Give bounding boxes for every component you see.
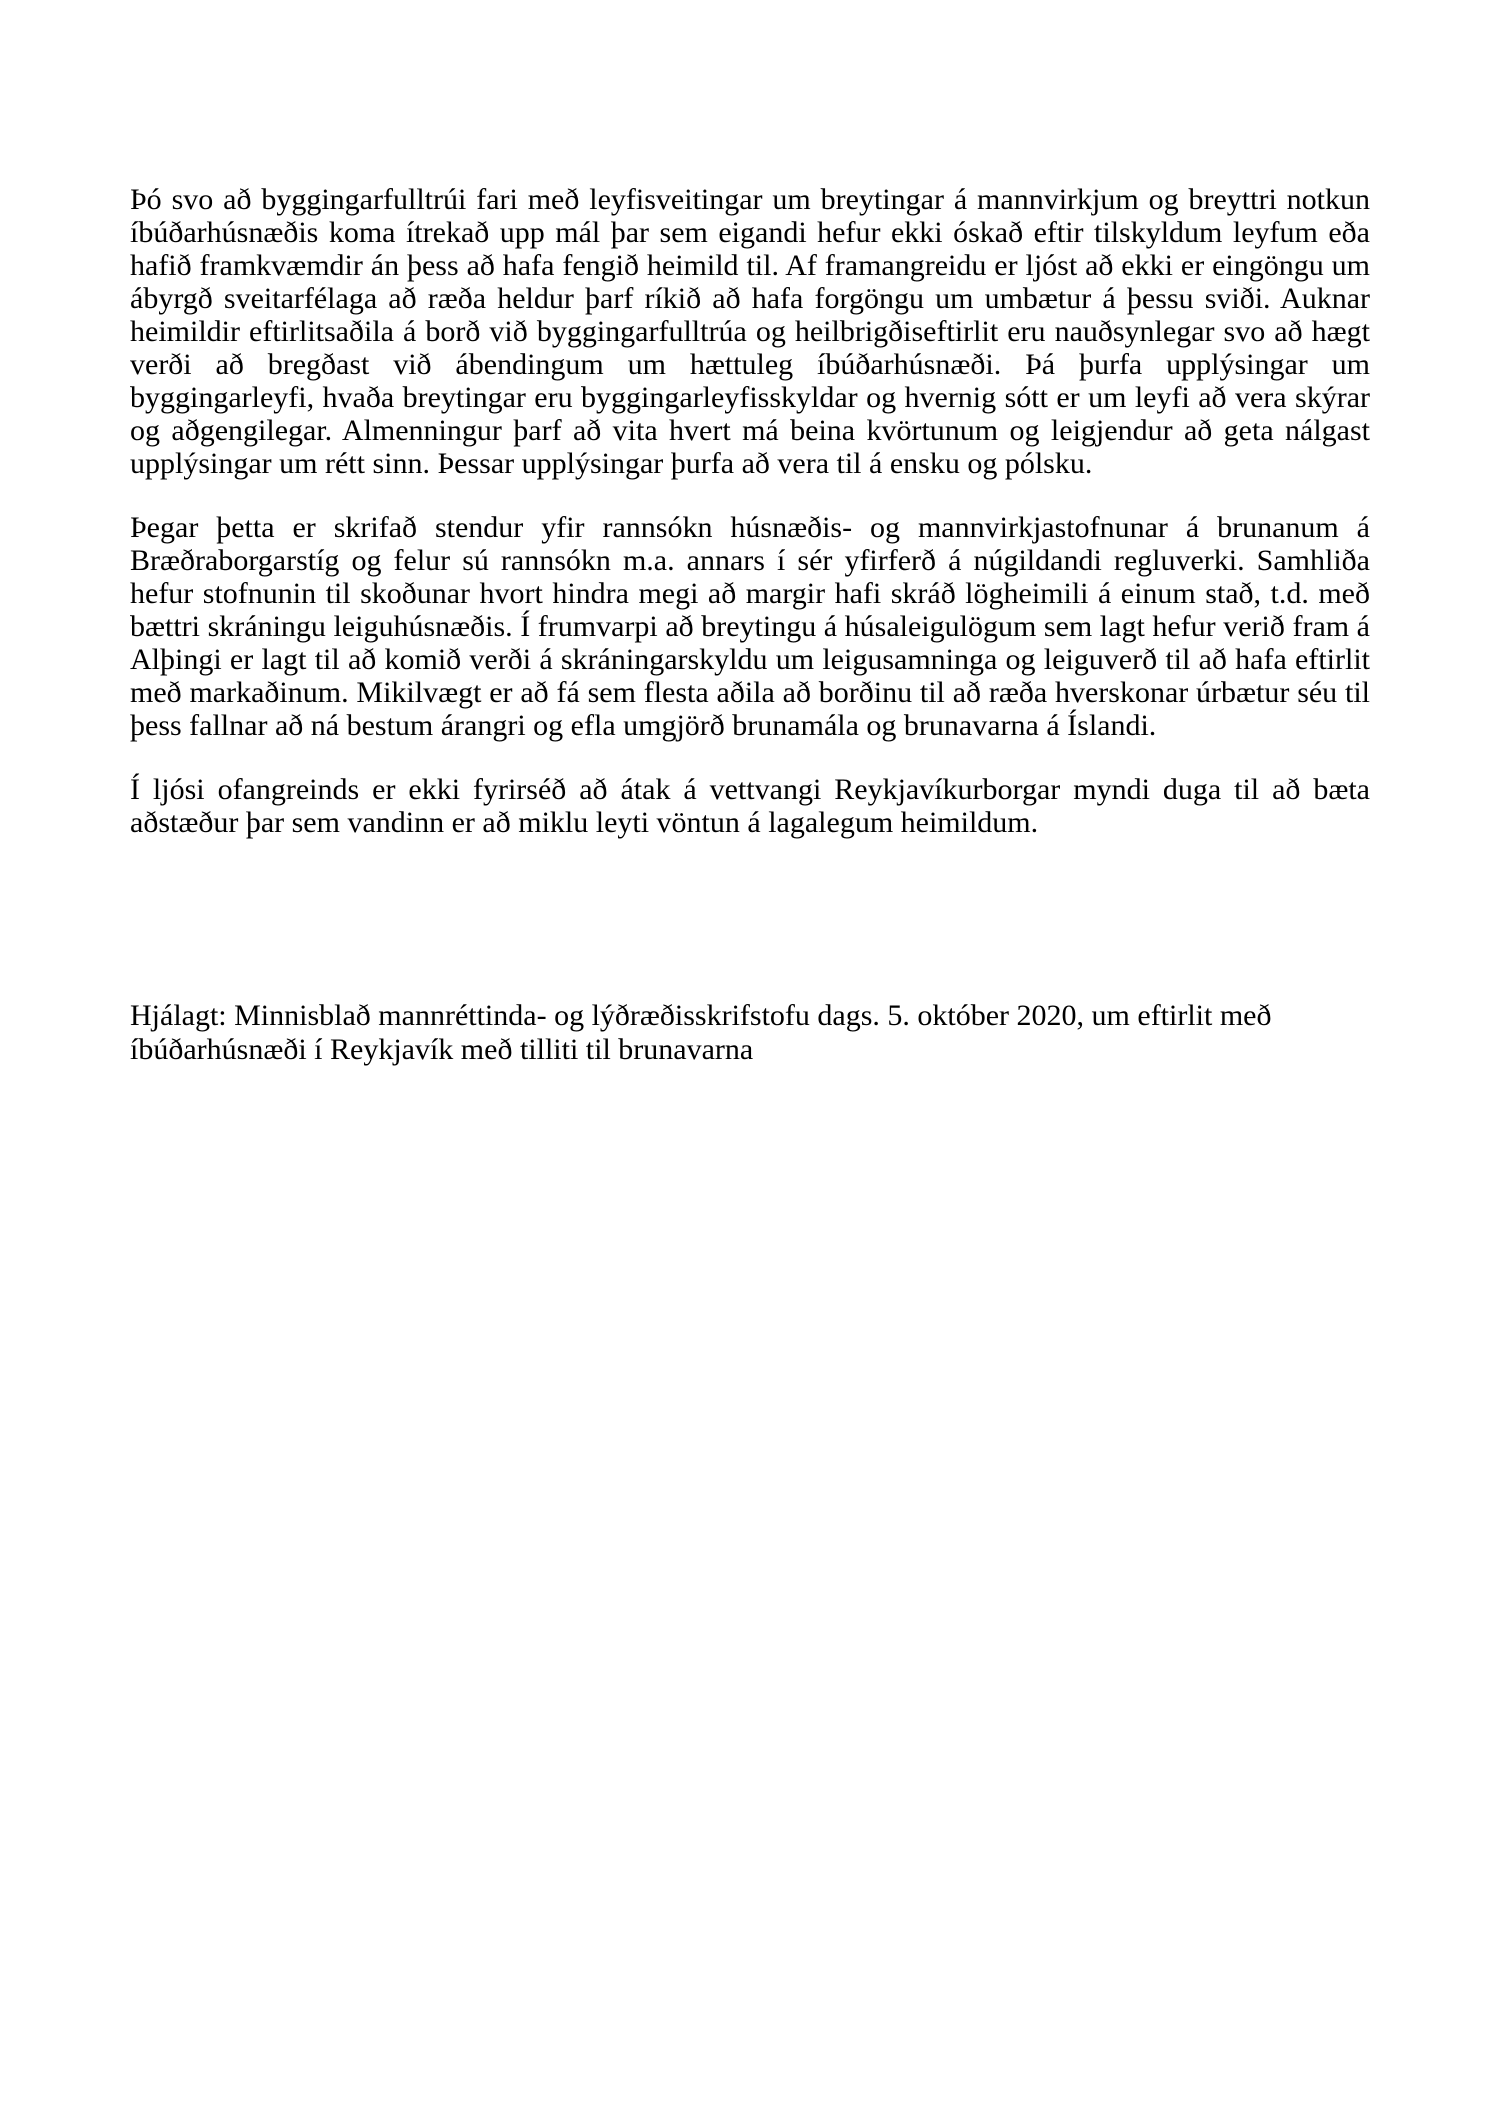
paragraph-building-permits: Þó svo að byggingarfulltrúi fari með leyfisveitingar um breytingar á mannvirkjum og breyttri notkun íbúðarhúsnæðis koma ítrekað upp mál þar sem eigandi hefur ekki óskað eftir tilskyldum leyfum eða hafið framkvæmdir án þess að hafa fengið heimild til. Af framangreidu er ljóst að ekki er eingöngu um ábyrgð sveitarfélaga að ræða heldur þarf ríkið að hafa forgöngu um umbætur á þessu sviði. Auknar heimildir eftirlitsaðila á borð við byggingarfulltrúa og heilbrigðiseftirlit eru nauðsynlegar svo að hægt verði að bregðast við ábendingum um hættuleg íbúðarhúsnæði. Þá þurfa upplýsingar um byggingarleyfi, hvaða breytingar eru byggingarleyfisskyldar og hvernig sótt er um leyfi að vera skýrar og aðgengilegar. Almenningur þarf að vita hvert má beina kvörtunum og leigjendur að geta nálgast upplýsingar um rétt sinn. Þessar upplýsingar þurfa að vera til á ensku og pólsku. bbox=[130, 183, 1370, 480]
paragraph-conclusion: Í ljósi ofangreinds er ekki fyrirséð að átak á vettvangi Reykjavíkurborgar myndi duga til að bæta aðstæður þar sem vandinn er að miklu leyti vöntun á lagalegum heimildum. bbox=[130, 773, 1370, 839]
attachment-note: Hjálagt: Minnisblað mannréttinda- og lýðræðisskrifstofu dags. 5. október 2020, um eftirlit með íbúðarhúsnæði í Reykjavík með tilliti til brunavarna bbox=[130, 999, 1272, 1066]
paragraph-fire-investigation: Þegar þetta er skrifað stendur yfir rannsókn húsnæðis- og mannvirkjastofnunar á brunanum á Bræðraborgarstíg og felur sú rannsókn m.a. annars í sér yfirferð á núgildandi regluverki. Samhliða hefur stofnunin til skoðunar hvort hindra megi að margir hafi skráð lögheimili á einum stað, t.d. með bættri skráningu leiguhúsnæðis. Í frumvarpi að breytingu á húsaleigulögum sem lagt hefur verið fram á Alþingi er lagt til að komið verði á skráningarskyldu um leigusamninga og leiguverð til að hafa eftirlit með markaðinum. Mikilvægt er að fá sem flesta aðila að borðinu til að ræða hverskonar úrbætur séu til þess fallnar að ná bestum árangri og efla umgjörð brunamála og brunavarna á Íslandi. bbox=[130, 511, 1370, 742]
